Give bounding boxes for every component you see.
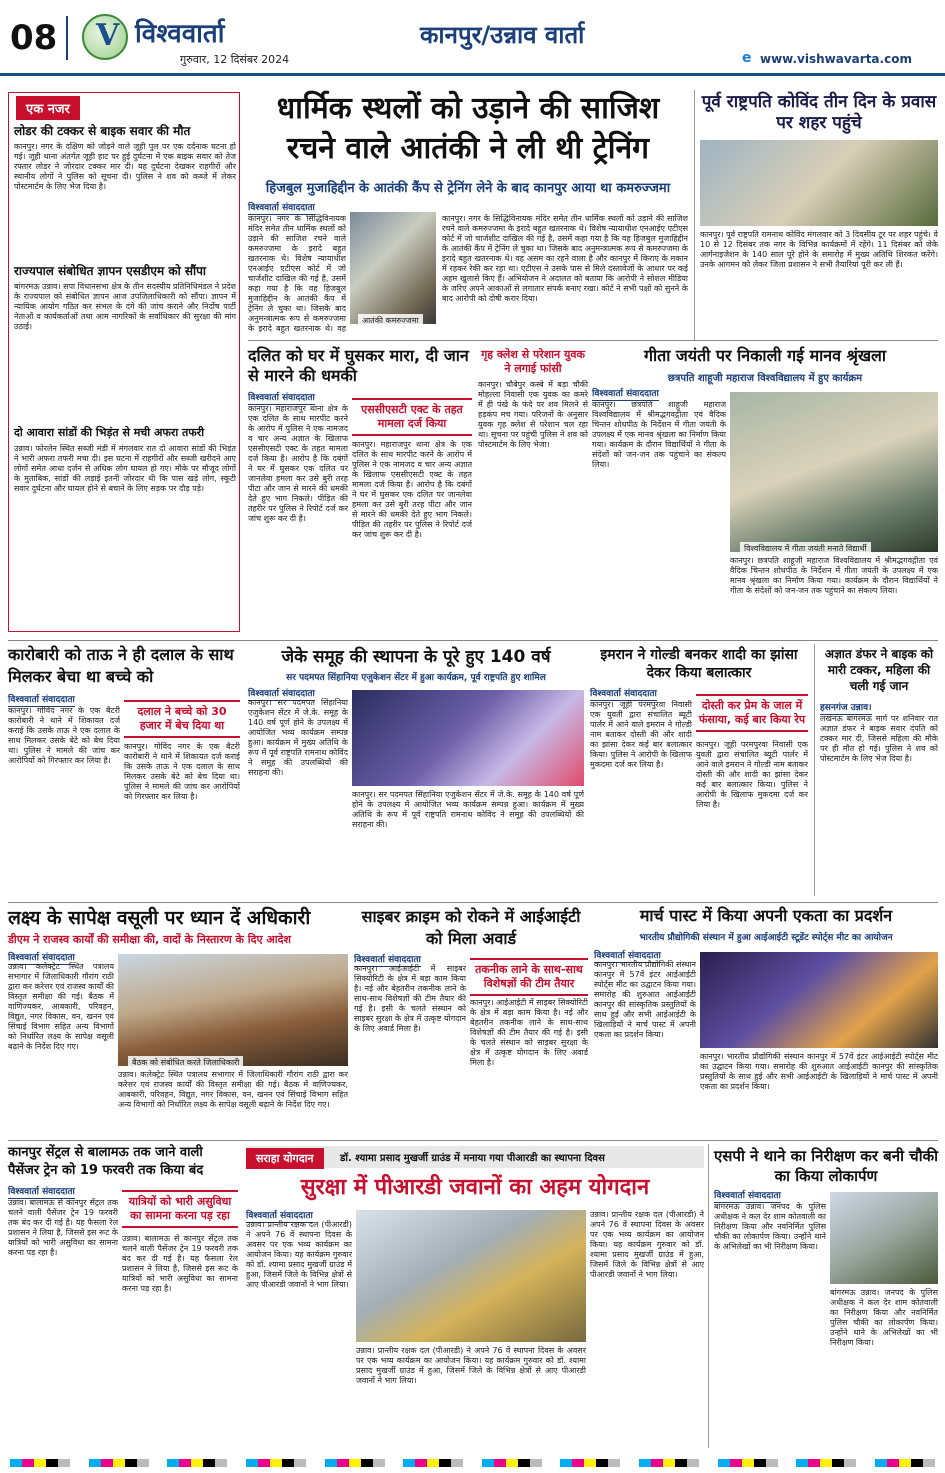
karobari-pull-quote: दलाल ने बच्चे को 30 हजार में बेच दिया था <box>124 700 240 738</box>
dalit-body-col1: कानपुर। महाराजपुर थाना क्षेत्र के एक दलित के साथ मारपीट करने के आरोप में पुलिस ने एक नामजद व चार अन्य अज्ञात के खिलाफ एससीएसटी एक्ट के तहत मामला दर्ज किया है। आरोप है कि दबंगों ने घर में घुसकर एक दलित पर जानलेवा हमला कर उसे बुरी तरह पीटा और जान से मारने की धमकी देते हुए भाग निकले। पीड़ित की तहरीर पर पुलिस ने रिपोर्ट दर्ज कर जांच शुरू कर दी है। <box>248 404 348 523</box>
prd-body-col1: उन्नाव। प्रान्तीय रक्षक दल (पीआरडी) ने अपने 76 वें स्थापना दिवस के अवसर पर एक भव्य कार्यक्रम का आयोजन किया। यह कार्यक्रम गुरुवार को डॉ. श्यामा प्रसाद मुखर्जी ग्राउंड में हुआ, जिसमें जिले के विभिन्न क्षेत्रों से आए पीआरडी जवानों ने भाग लिया। <box>246 1220 352 1289</box>
gita-byline: विश्ववार्ता संवाददाता <box>592 386 659 401</box>
prd-body-col3: उन्नाव। प्रान्तीय रक्षक दल (पीआरडी) ने अपने 76 वें स्थापना दिवस के अवसर पर एक भव्य कार्यक्रम का आयोजन किया। यह कार्यक्रम गुरुवार को डॉ. श्यामा प्रसाद मुखर्जी ग्राउंड में हुआ, जिसमें जिले के विभिन्न क्षेत्रों से आए पीआरडी जवानों ने भाग लिया। <box>590 1210 704 1279</box>
lead-headline-1: धार्मिक स्थलों को उड़ाने की साजिश <box>276 91 660 126</box>
color-registration-mark <box>325 1459 385 1467</box>
lakshya-body-col2: उन्नाव। कलेक्ट्रेट स्थित पत्रालय सभागार में जिलाधिकारी गौरांग राठी द्वारा कर करेत्तर एवं राजस्व कार्यों की विस्तृत समीक्षा की गई। बैठक में वाणिज्यकर, आबकारी, परिवहन, विद्युत, नगर विकास, वन, खनन एवं सिंचाई विभाग सहित अन्य विभागों को निर्धारित लक्ष्य के सापेक्ष वसूली बढ़ाने के निर्देश दिए गए। <box>118 1070 348 1109</box>
color-registration-mark <box>875 1459 935 1467</box>
color-registration-mark <box>10 1459 70 1467</box>
gita-body-col2: कानपुर। छत्रपति शाहूजी महाराज विश्वविद्यालय में श्रीमद्भगवद्गीता एवं वैदिक चिन्तन शोधपीठ के निर्देशन में गीता जयंती के उपलक्ष्य में एक मानव श्रृंखला का निर्माण किया गया। कार्यक्रम के दौरान विद्यार्थियों ने गीता के संदेशों को जन-जन तक पहुंचाने का संकल्प लिया। <box>730 556 938 595</box>
gita-photo <box>730 392 938 552</box>
color-registration-mark <box>482 1459 542 1467</box>
ek-nazar-label: एक नजर <box>16 96 80 120</box>
cyber-byline: विश्ववार्ता संवाददाता <box>354 952 421 967</box>
masthead-divider <box>66 16 68 60</box>
grah-headline: गृह क्लेश से परेशान युवक ने लगाई फांसी <box>481 348 585 375</box>
brief-3-title: दो आवारा सांडों की भिड़ंत से मची अफरा तफरी <box>14 426 205 439</box>
dumper-byline: हसनगंज उन्नाव। <box>820 700 872 715</box>
train-body-col1: उन्नाव। बालामऊ से कानपुर सेंट्रल तक चलने वाली पैसेंजर ट्रेन 19 फरवरी तक बंद कर दी गई है। यह फैसला रेल प्रशासन ने लिया है, जिससे इस रूट के यात्रियों को भारी असुविधा का सामना करना पड़ रहा है। <box>8 1198 118 1257</box>
lead-headline-2: रचने वाले आतंकी ने ली थी ट्रेनिंग <box>286 131 650 166</box>
cyber-headline: साइबर क्राइम को रोकने में आईआईटी को मिला अवार्ड <box>361 907 581 948</box>
row-rule-1 <box>248 340 938 341</box>
color-registration-mark <box>246 1459 306 1467</box>
page-number: 08 <box>10 18 58 58</box>
marchpast-headline: मार्च पास्ट में किया अपनी एकता का प्रदर्शन <box>639 906 893 925</box>
kovind-photo <box>700 140 938 226</box>
color-registration-mark <box>167 1459 227 1467</box>
jk-photo <box>352 690 584 786</box>
lead-photo <box>350 212 436 324</box>
imran-body-col2: कानपुर। जूही परमपुरवा निवासी एक युवती द्वारा संचालित ब्यूटी पार्लर में आने वाले इमरान ने गोल्डी नाम बताकर दोस्ती की और शादी का झांसा देकर कई बार बलात्कार किया। पुलिस ने आरोपी के खिलाफ मुकदमा दर्ज कर लिया है। <box>696 740 808 809</box>
karobari-body-col2: कानपुर। गोविंद नगर के एक बैटरी कारोबारी ने थाने में शिकायत दर्ज कराई कि उसके ताऊ ने एक दलाल के साथ मिलकर उसके बेटे को बेच दिया था। पुलिस ने मामले की जांच कर आरोपियों को गिरफ्तार कर लिया है। <box>124 742 240 801</box>
karobari-headline: कारोबारी को ताऊ ने ही दलाल के साथ मिलकर बेचा था बच्चे को <box>8 645 234 686</box>
karobari-byline: विश्ववार्ता संवाददाता <box>8 692 75 707</box>
cyber-body-col1: कानपुर। आईआईटी में साइबर सिक्योरिटी के क्षेत्र में बड़ा काम किया है। नई और बेहतरीन तकनीक लाने के साथ-साथ विशेषज्ञों की टीम तैयार की गई है। इसी के चलते संस्थान को साइबर सुरक्षा के क्षेत्र में उत्कृष्ट योगदान के लिए अवार्ड मिला है। <box>354 964 466 1033</box>
dumper-body: लखनऊ बांगरमऊ मार्ग पर शनिवार रात अज्ञात डंफर ने बाइक सवार दंपति को टक्कर मार दी, जिससे महिला की मौके पर ही मौत हो गई। पुलिस ने शव को पोस्टमार्टम के लिए भेज दिया है। <box>820 714 938 763</box>
dalit-body-col2: कानपुर। महाराजपुर थाना क्षेत्र के एक दलित के साथ मारपीट करने के आरोप में पुलिस ने एक नामजद व चार अन्य अज्ञात के खिलाफ एससीएसटी एक्ट के तहत मामला दर्ज किया है। आरोप है कि दबंगों ने घर में घुसकर एक दलित पर जानलेवा हमला कर उसे बुरी तरह पीटा और जान से मारने की धमकी देते हुए भाग निकले। पीड़ित की तहरीर पर पुलिस ने रिपोर्ट दर्ज कर जांच शुरू कर दी है। <box>352 440 472 539</box>
dalit-byline: विश्ववार्ता संवाददाता <box>248 390 315 405</box>
prd-tag-headline: डॉ. श्यामा प्रसाद मुखर्जी ग्राउंड में मनाया गया पीआरडी का स्थापना दिवस <box>340 1153 605 1164</box>
train-headline: कानपुर सेंट्रल से बालामऊ तक जाने वाली पैसेंजर ट्रेन को 19 फरवरी तक किया बंद <box>8 1145 204 1178</box>
col-rule-right <box>694 90 695 340</box>
dalit-pull-quote: एससीएसटी एक्ट के तहत मामला दर्ज किया <box>352 398 472 436</box>
brand-logo-letter: V <box>96 18 120 53</box>
gita-body-col1: कानपुर। छत्रपति शाहूजी महाराज विश्वविद्यालय में श्रीमद्भगवद्गीता एवं वैदिक चिन्तन शोधपीठ के निर्देशन में गीता जयंती के उपलक्ष्य में एक मानव श्रृंखला का निर्माण किया गया। कार्यक्रम के दौरान विद्यार्थियों ने गीता के संदेशों को जन-जन तक पहुंचाने का संकल्प लिया। <box>592 400 726 469</box>
brief-3-body: उन्नाव। फोरलेन स्थित सब्जी मंडी में मंगलवार रात दो आवारा सांडों की भिड़ंत ने भारी अफरा तफरी मचा दी। इस घटना में राहगीरों और सब्जी खरीदने आए लोगों समेत आधा दर्जन से अधिक लोग घायल हो गए। मौके पर मौजूद लोगों के मुताबिक, सांडों की लड़ाई इतनी जोरदार थी कि पास खड़े लोग, स्कूटी सवार दुर्घटना और घायल होने से बचाने के लिए सड़क पर दौड़ पड़े। <box>14 444 236 493</box>
grah-body: कानपुर। चौबेपुर कस्बे में बड़ा चौकी मोहल्ला निवासी एक युवक का कमरे में ही पंखे के फंदे पर शव मिलने से हड़कंप मच गया। परिजनों के अनुसार युवक गृह क्लेश से परेशान चल रहा था। सूचना पर पहुंची पुलिस ने शव को पोस्टमार्टम के लिए भेजा। <box>478 380 588 449</box>
row-rule-2 <box>8 640 938 641</box>
jk-byline: विश्ववार्ता संवाददाता <box>248 686 315 701</box>
prd-tag: सराहा योगदान <box>246 1148 324 1169</box>
row-rule-4 <box>8 1140 938 1141</box>
website-link[interactable]: www.vishwavarta.com <box>760 52 912 66</box>
brief-1-title: लोडर की टक्कर से बाइक सवार की मौत <box>14 124 191 138</box>
train-body-col2: उन्नाव। बालामऊ से कानपुर सेंट्रल तक चलने वाली पैसेंजर ट्रेन 19 फरवरी तक बंद कर दी गई है। यह फैसला रेल प्रशासन ने लिया है, जिससे इस रूट के यात्रियों को भारी असुविधा का सामना करना पड़ रहा है। <box>122 1234 238 1293</box>
lakshya-body-col1: उन्नाव। कलेक्ट्रेट स्थित पत्रालय सभागार में जिलाधिकारी गौरांग राठी द्वारा कर करेत्तर एवं राजस्व कार्यों की विस्तृत समीक्षा की गई। बैठक में वाणिज्यकर, आबकारी, परिवहन, विद्युत, नगर विकास, वन, खनन एवं सिंचाई विभाग सहित अन्य विभागों को निर्धारित लक्ष्य के सापेक्ष वसूली बढ़ाने के निर्देश दिए गए। <box>8 962 114 1051</box>
imran-byline: विश्ववार्ता संवाददाता <box>590 686 657 701</box>
col-rule-sp <box>708 1144 709 1448</box>
brand-name: विश्ववार्ता <box>135 19 225 49</box>
color-registration-mark <box>639 1459 699 1467</box>
lakshya-byline: विश्ववार्ता संवाददाता <box>8 950 75 965</box>
dateline: गुरुवार, 12 दिसंबर 2024 <box>180 53 290 66</box>
lakshya-subhead: डीएम ने राजस्व कार्यों की समीक्षा की, वादों के निस्तारण के दिए आदेश <box>8 933 291 946</box>
color-registration-mark <box>796 1459 856 1467</box>
color-registration-mark <box>718 1459 778 1467</box>
web-e-icon: e <box>742 50 752 66</box>
jk-headline: जेके समूह की स्थापना के पूरे हुए 140 वर्ष <box>281 647 551 667</box>
marchpast-subhead: भारतीय प्रौद्योगिकी संस्थान में हुआ आईआईटी स्टूडेंट स्पोर्ट्स मीट का आयोजन <box>639 933 893 943</box>
color-registration-mark <box>89 1459 149 1467</box>
imran-headline: इमरान ने गोल्डी बनकर शादी का झांसा देकर किया बलात्कार <box>600 647 798 681</box>
train-pull-quote: यात्रियों को भारी असुविधा का सामना करना पड़ रहा <box>122 1190 238 1228</box>
marchpast-byline: विश्ववार्ता संवाददाता <box>594 948 661 963</box>
lead-byline: विश्ववार्ता संवाददाता <box>248 200 315 215</box>
sp-body-col2: बांगरमऊ उन्नाव। जनपद के पुलिस अधीक्षक ने कल देर शाम कोतवाली का निरीक्षण किया और नवनिर्मित पुलिस चौकी का लोकार्पण किया। उन्होंने थाने के अभिलेखों का भी निरीक्षण किया। <box>830 1288 938 1347</box>
section-title: कानपुर/उन्नाव वार्ता <box>420 21 585 49</box>
brief-2-body: बांगरमऊ उन्नाव। सपा विधानसभा क्षेत्र के तीन सदस्यीय प्रतिनिधिमंडल ने प्रदेश के राज्यपाल को संबोधित ज्ञापन आज उपजिलाधिकारी को सौंपा। ज्ञापन में न्यायिक आयोग गठित कर संभल के दंगे की जांच कराने और निर्दोष पार्टी नेताओं व कार्यकर्ताओं तथा आम नागरिकों के सर्वाधिकार की सुरक्षा की मांग उठाई। <box>14 282 236 331</box>
sp-body-col1: बांगरमऊ उन्नाव। जनपद के पुलिस अधीक्षक ने कल देर शाम कोतवाली का निरीक्षण किया और नवनिर्मित पुलिस चौकी का लोकार्पण किया। उन्होंने थाने के अभिलेखों का भी निरीक्षण किया। <box>714 1202 826 1251</box>
prd-body-col2: उन्नाव। प्रान्तीय रक्षक दल (पीआरडी) ने अपने 76 वें स्थापना दिवस के अवसर पर एक भव्य कार्यक्रम का आयोजन किया। यह कार्यक्रम गुरुवार को डॉ. श्यामा प्रसाद मुखर्जी ग्राउंड में हुआ, जिसमें जिले के विभिन्न क्षेत्रों से आए पीआरडी जवानों ने भाग लिया। <box>356 1346 586 1385</box>
lead-body-col1: कानपुर। नगर के सिद्धिविनायक मंदिर समेत तीन धार्मिक स्थलों को उड़ाने की साजिश रचने वाले कमरुज्जमा के इरादे बहुत खतरनाक थे। विशेष न्यायाधीश एनआईए एटीएस कोर्ट में जो चार्जशीट दाखिल की गई है, उसमें कहा गया है कि वह हिजबुल मुजाहिद्दीन के आतंकी कैंप में ट्रेनिंग ले चुका था। जिसके बाद अनुमन्त्रात्मक रूप से कमरुज्जमा के इरादे बहुत खतरनाक थे। वह <box>248 214 346 333</box>
color-registration-mark <box>560 1459 620 1467</box>
jk-subhead: सर पदमपत सिंहानिया एजुकेशन सेंटर में हुआ कार्यक्रम, पूर्व राष्ट्रपति हुए शामिल <box>286 673 546 683</box>
dumper-headline: अज्ञात डंफर ने बाइक को मारी टक्कर, महिला की चली गई जान <box>824 647 934 693</box>
lakshya-headline: लक्ष्य के सापेक्ष वसूली पर ध्यान दें अधिकारी <box>8 907 311 929</box>
kovind-headline: पूर्व राष्ट्रपति कोविंद तीन दिन के प्रवास पर शहर पहुंचे <box>701 92 937 133</box>
sp-byline: विश्ववार्ता संवाददाता <box>714 1188 781 1203</box>
col-rule-dumper <box>814 644 815 896</box>
imran-body-col1: कानपुर। जूही परमपुरवा निवासी एक युवती द्वारा संचालित ब्यूटी पार्लर में आने वाले इमरान ने गोल्डी नाम बताकर दोस्ती की और शादी का झांसा देकर कई बार बलात्कार किया। पुलिस ने आरोपी के खिलाफ मुकदमा दर्ज कर लिया है। <box>590 700 692 769</box>
sp-headline: एसपी ने थाने का निरीक्षण कर बनी चौकी का किया लोकार्पण <box>714 1147 938 1185</box>
prd-photo <box>356 1210 586 1342</box>
brief-1-body: कानपुर। नगर के दक्षिण को जोड़ने वाले जूही पुल पर एक दर्दनाक घटना हो गई। जूही थाना अंतर्गत जूही हाट पर हुई दुर्घटना में एक बाइक सवार को तेज रफ्तार लोडर ने जोरदार टक्कर मार दी। यह दुर्घटना देखकर राहगीरों और स्थानीय लोगों ने पुलिस को सूचना दी। पुलिस ने शव को कब्जे में लेकर पोस्टमार्टम के लिए भेज दिया है। <box>14 142 236 191</box>
imran-pull-quote: दोस्ती कर प्रेम के जाल में फंसाया, कई बार किया रेप <box>696 694 808 732</box>
gita-subhead: छत्रपति शाहूजी महाराज विश्वविद्यालय में हुए कार्यक्रम <box>667 373 863 384</box>
dalit-headline: दलित को घर में घुसकर मारा, दी जान से मारने की धमकी <box>248 346 469 385</box>
brief-2-title: राज्यपाल संबोधित ज्ञापन एसडीएम को सौंपा <box>14 264 207 278</box>
gita-headline: गीता जयंती पर निकाली गई मानव श्रृंखला <box>643 346 887 365</box>
sp-photo <box>830 1192 938 1284</box>
lead-body-col2: कानपुर। नगर के सिद्धिविनायक मंदिर समेत तीन धार्मिक स्थलों को उड़ाने की साजिश रचने वाले कमरुज्जमा के इरादे बहुत खतरनाक थे। विशेष न्यायाधीश एनआईए एटीएस कोर्ट में जो चार्जशीट दाखिल की गई है, उसमें कहा गया है कि वह हिजबुल मुजाहिद्दीन के आतंकी कैंप में ट्रेनिंग ले चुका था। जिसके बाद अनुमन्त्रात्मक रूप से कमरुज्जमा के इरादे बहुत खतरनाक थे। वह असम का रहने वाला है और कानपुर में किराए के मकान में रहकर रेकी कर रहा था। एटीएस ने उसके पास से मिले दस्तावेजों के आधार पर कई अहम खुलासे किए हैं। अभियोजन ने अदालत को बताया कि आरोपी ने सोशल मीडिया के जरिए अपने आकाओं से लगातार संपर्क बनाए रखा। कोर्ट ने सभी पक्षों को सुनने के बाद आरोपी को दोषी करार दिया। <box>442 214 688 303</box>
marchpast-photo <box>700 952 938 1048</box>
kovind-body: कानपुर। पूर्व राष्ट्रपति रामनाथ कोविंद मंगलवार को 3 दिवसीय टूर पर शहर पहुंचे। वे 10 से 12 दिसंबर तक नगर के विभिन्न कार्यक्रमों में रहेंगे। 11 दिसंबर को जेके आर्गनाइजेशन के 140 साल पूरे होने के समारोह में मुख्य अतिथि शिरकत करेंगे। उनके आगमन को लेकर जिला प्रशासन ने सभी तैयारियां पूरी कर ली हैं। <box>700 230 938 269</box>
lakshya-photo-caption: बैठक को संबोधित करते जिलाधिकारी <box>128 1056 243 1069</box>
lead-photo-caption: आतंकी कमरुज्जमा <box>358 314 423 327</box>
color-registration-mark <box>403 1459 463 1467</box>
lakshya-photo <box>118 954 348 1066</box>
train-byline: विश्ववार्ता संवाददाता <box>8 1184 75 1199</box>
row-rule-3 <box>8 902 938 903</box>
prd-headline: सुरक्षा में पीआरडी जवानों का अहम योगदान <box>300 1175 650 1200</box>
print-registration-bar <box>0 1452 945 1473</box>
jk-body-col1: कानपुर। सर पदमपत सिंहानिया एजुकेशन सेंटर में जे.के. समूह के 140 वर्ष पूर्ण होने के उपलक्ष्य में आयोजित भव्य कार्यक्रम सम्पन्न हुआ। कार्यक्रम में मुख्य अतिथि के रूप में पूर्व राष्ट्रपति रामनाथ कोविंद ने समूह की उपलब्धियों की सराहना की। <box>248 698 348 777</box>
karobari-body-col1: कानपुर। गोविंद नगर के एक बैटरी कारोबारी ने थाने में शिकायत दर्ज कराई कि उसके ताऊ ने एक दलाल के साथ मिलकर उसके बेटे को बेच दिया था। पुलिस ने मामले की जांच कर आरोपियों को गिरफ्तार कर लिया है। <box>8 706 120 765</box>
marchpast-body-col2: कानपुर। भारतीय प्रौद्योगिकी संस्थान कानपुर में 57वें इंटर आईआईटी स्पोर्ट्स मीट का उद्घाटन किया गया। समारोह की शुरुआत आईआईटी कानपुर की सांस्कृतिक प्रस्तुतियों के साथ हुई और सभी आईआईटी के खिलाड़ियों ने मार्च पास्ट में अपनी एकता का प्रदर्शन किया। <box>700 1052 938 1091</box>
jk-body-col2: कानपुर। सर पदमपत सिंहानिया एजुकेशन सेंटर में जे.के. समूह के 140 वर्ष पूर्ण होने के उपलक्ष्य में आयोजित भव्य कार्यक्रम सम्पन्न हुआ। कार्यक्रम में मुख्य अतिथि के रूप में पूर्व राष्ट्रपति रामनाथ कोविंद ने समूह की उपलब्धियों की सराहना की। <box>352 790 584 829</box>
marchpast-body-col1: कानपुर। भारतीय प्रौद्योगिकी संस्थान कानपुर में 57वें इंटर आईआईटी स्पोर्ट्स मीट का उद्घाटन किया गया। समारोह की शुरुआत आईआईटी कानपुर की सांस्कृतिक प्रस्तुतियों के साथ हुई और सभी आईआईटी के खिलाड़ियों ने मार्च पास्ट में अपनी एकता का प्रदर्शन किया। <box>594 960 696 1039</box>
gita-photo-caption: विश्वविद्यालय में गीता जयंती मनाते विद्यार्थी <box>740 542 871 555</box>
cyber-body-col2: कानपुर। आईआईटी में साइबर सिक्योरिटी के क्षेत्र में बड़ा काम किया है। नई और बेहतरीन तकनीक लाने के साथ-साथ विशेषज्ञों की टीम तैयार की गई है। इसी के चलते संस्थान को साइबर सुरक्षा के क्षेत्र में उत्कृष्ट योगदान के लिए अवार्ड मिला है। <box>470 998 588 1067</box>
lead-subhead: हिजबुल मुजाहिद्दीन के आतंकी कैंप से ट्रेनिंग लेने के बाद कानपुर आया था कमरुज्जमा <box>265 181 671 196</box>
prd-byline: विश्ववार्ता संवाददाता <box>246 1208 313 1223</box>
cyber-pull-quote: तकनीक लाने के साथ-साथ विशेषज्ञों की टीम तैयार <box>470 958 588 996</box>
